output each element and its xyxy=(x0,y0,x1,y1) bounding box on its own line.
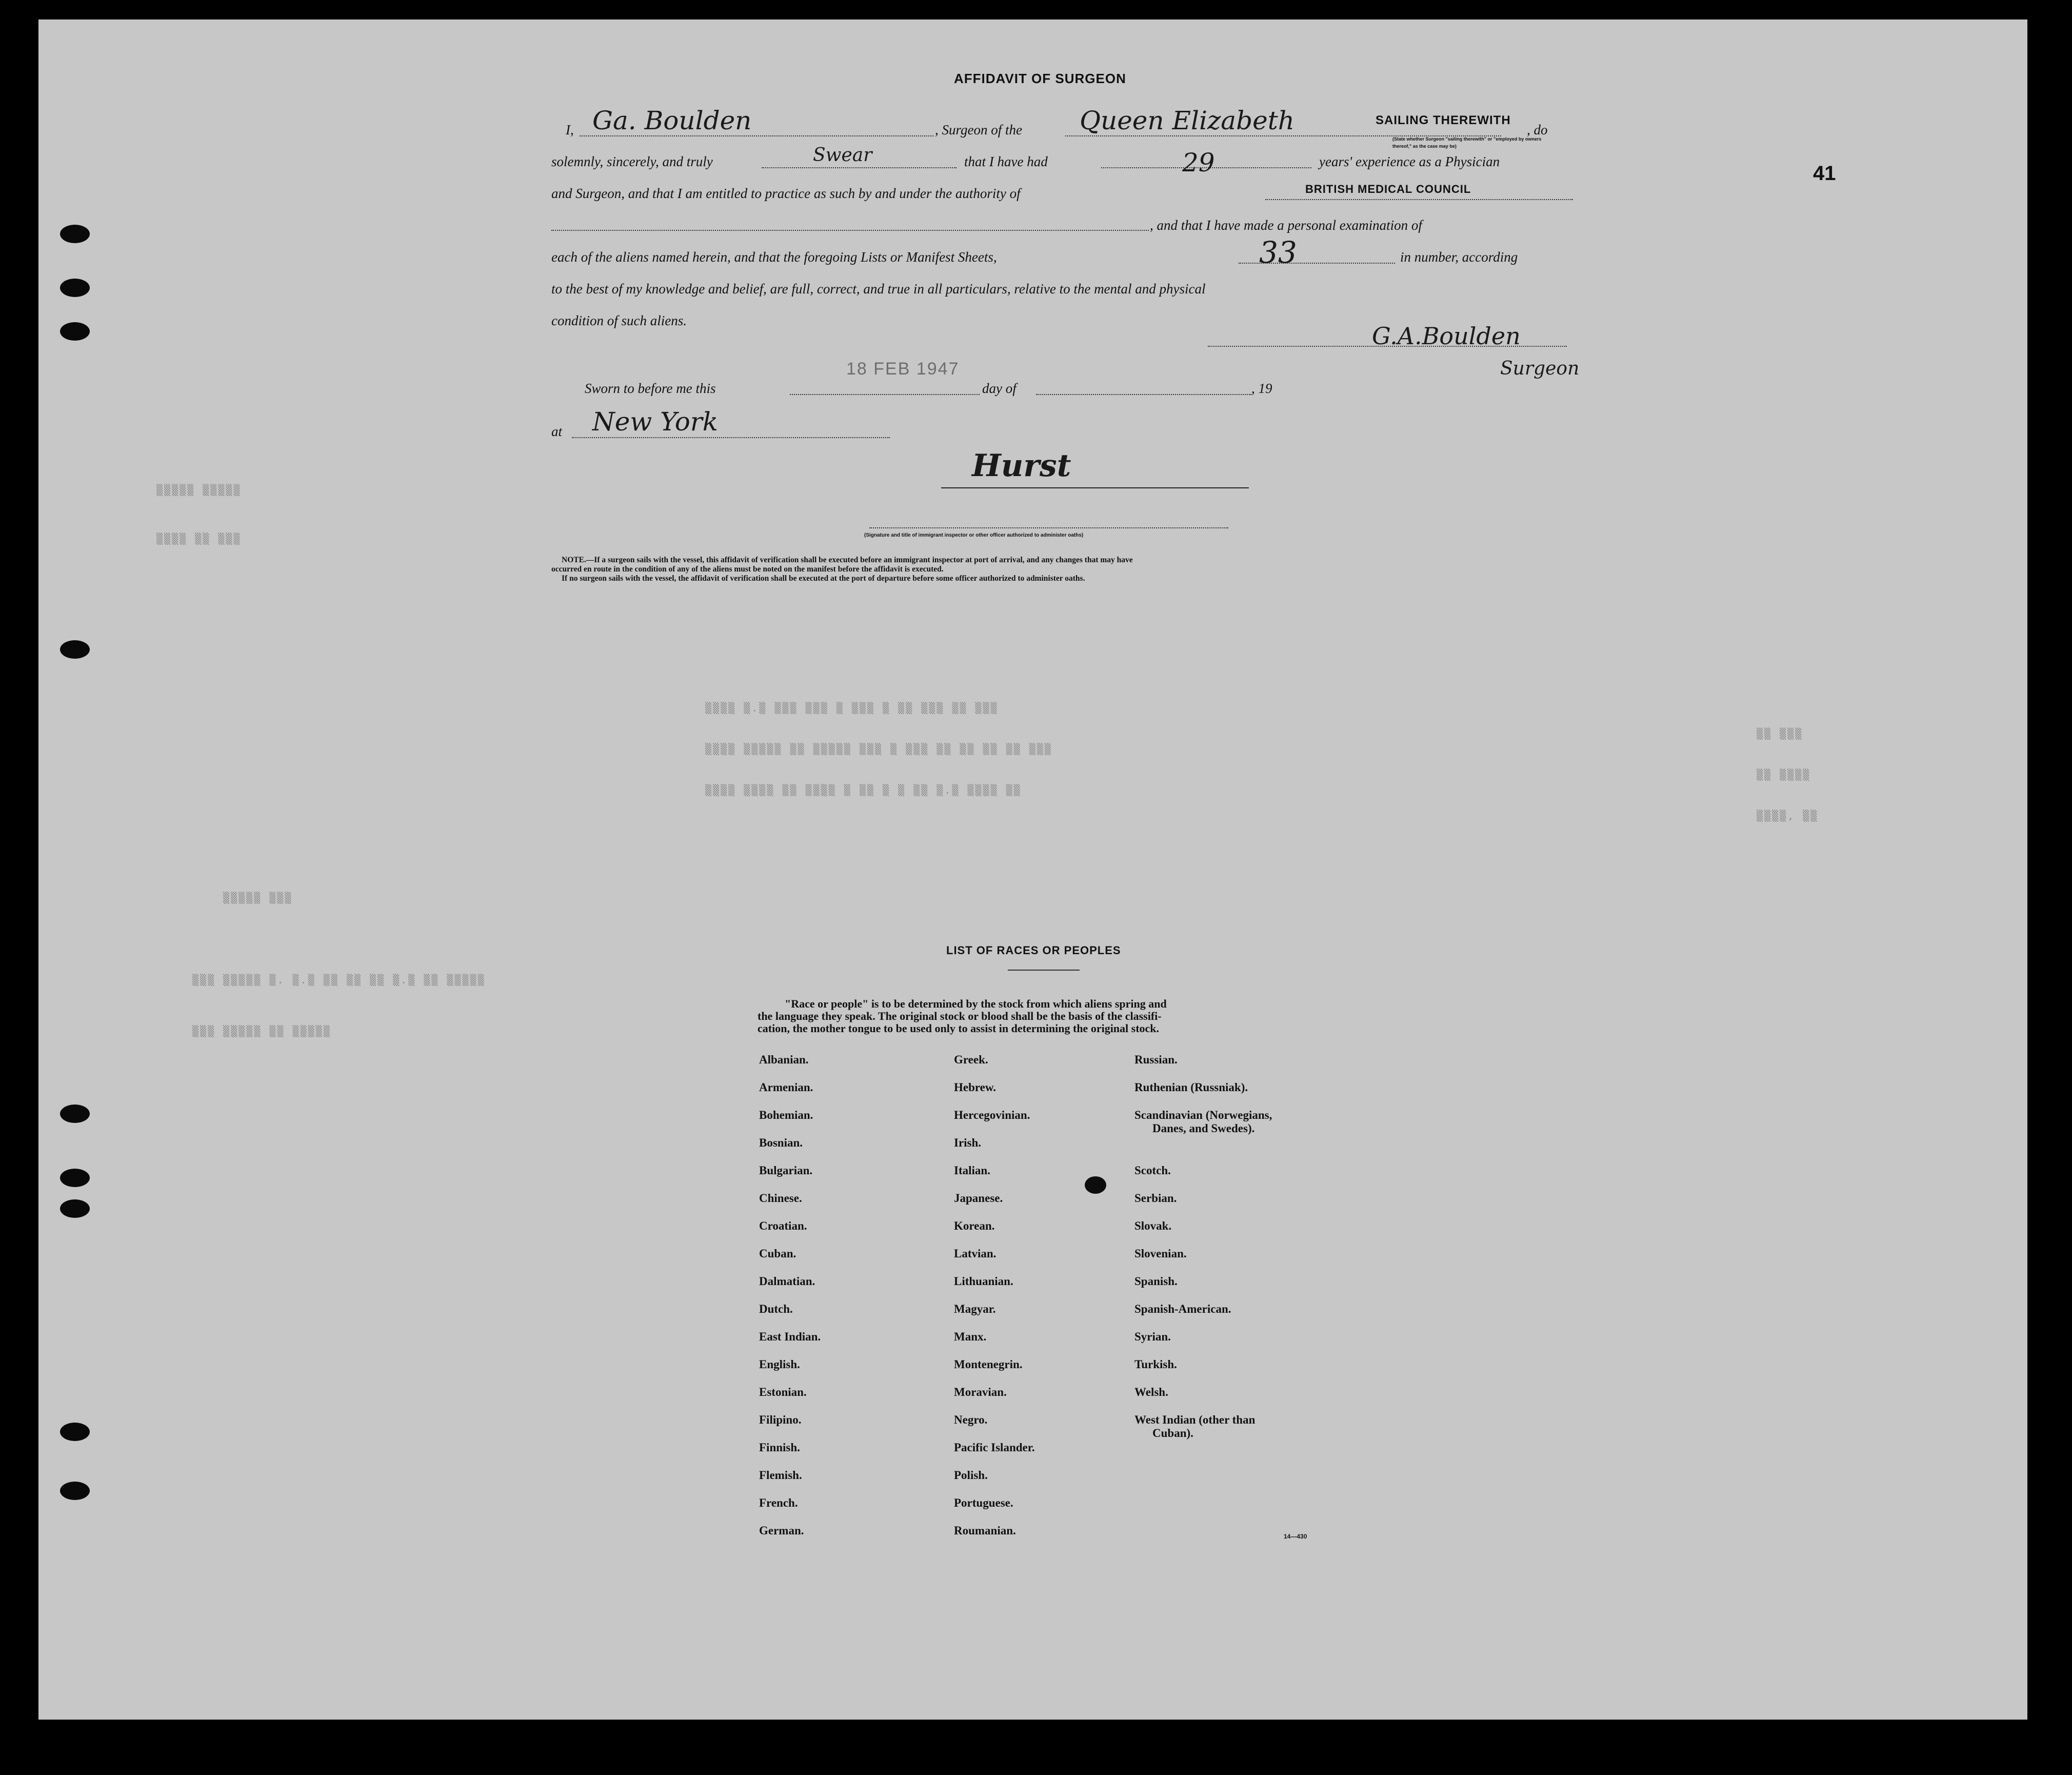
affidavit-line7-text: condition of such aliens. xyxy=(551,313,687,328)
race-item: Portuguese. xyxy=(954,1496,1013,1509)
race-item: Cuban. xyxy=(759,1247,796,1260)
race-item: Manx. xyxy=(954,1330,987,1343)
year-prefix: , 19 xyxy=(1251,381,1272,396)
surgeon-title: Surgeon xyxy=(1500,358,1580,379)
race-item: West Indian (other than xyxy=(1134,1413,1256,1426)
affidavit-line1-do: , do xyxy=(1527,122,1548,137)
race-item: Spanish-American. xyxy=(1134,1303,1231,1315)
races-title: LIST OF RACES OR PEOPLES xyxy=(946,944,1121,957)
race-item: Serbian. xyxy=(1134,1192,1177,1205)
note-line2: occurred en route in the condition of any of the aliens must be noted on the manifest before the affidavit is executed. xyxy=(551,565,944,574)
race-item: Bosnian. xyxy=(759,1136,803,1149)
form-number: 14—430 xyxy=(1284,1533,1307,1540)
race-item: Moravian. xyxy=(954,1386,1007,1398)
race-item: Syrian. xyxy=(1134,1330,1171,1343)
race-item: Montenegrin. xyxy=(954,1358,1023,1371)
race-item: English. xyxy=(759,1358,800,1371)
race-item: Chinese. xyxy=(759,1192,802,1205)
affidavit-line4-text: , and that I have made a personal examination of xyxy=(1150,218,1422,233)
race-item: Italian. xyxy=(954,1164,990,1177)
authority-name: BRITISH MEDICAL COUNCIL xyxy=(1305,183,1471,195)
sworn-text: Sworn to before me this xyxy=(585,381,716,396)
affidavit-line1-surgeon-of: , Surgeon of the xyxy=(935,122,1022,137)
signature-caption: (Signature and title of immigrant inspector or other officer authorized to administer oaths) xyxy=(864,532,1084,538)
document-page: 41 ▒▒▒▒▒ ▒▒▒▒▒ ▒▒▒▒ ▒▒ ▒▒▒ ▒▒▒▒ ▒.▒ ▒▒▒ ▒▒▒ ▒ ▒▒▒ ▒ ▒▒ ▒▒▒ ▒▒ ▒▒▒ ▒▒▒▒ ▒▒▒▒▒ ▒▒ ▒▒▒▒▒ ▒▒▒ ▒ ▒▒▒ ▒▒ ▒▒ ▒▒ ▒▒ ▒▒▒ ▒▒▒▒ ▒▒▒▒ ▒▒ ▒▒▒▒ ▒ ▒▒ ▒ ▒ ▒▒ ▒.▒ ▒▒▒▒ ▒▒ ▒▒▒▒▒ ▒▒▒ ▒▒▒ ▒▒▒▒▒ ▒. ▒.▒ ▒▒ ▒▒ ▒▒ ▒.▒ ▒▒ ▒▒▒▒▒ ▒▒▒ ▒▒▒▒▒ ▒▒ ▒▒▒▒▒ ▒▒ ▒▒▒ ▒▒ ▒▒▒▒ ▒▒▒▒, ▒▒ AFFIDAVIT OF SURGEON I, Ga. Boulden , Surgeon of the Queen Elizabeth SAILING THEREWITH , do (State whether Surgeon "sailing therewith" or "employed by owners thereof," as the case may be) solemnly, sincerely, and truly Swear that I have had 29 years' experience as a Physician and Surgeon, and that I am entitled to practice as such by and under the authority of BRITISH MEDICAL COUNCIL , and that I have made a personal examination of each of the aliens named herein, and that the foregoing Lists or Manifest Sheets, 33 in number, according to the best of my knowledge and belief, are full, correct, and true in all particulars, relative to the mental and physical condition of such aliens. G.A.Boulden Surgeon 18 FEB 1947 Sworn to before me this day of , 19 at New York Hurst (Signature and title of immigrant inspector or other officer authorized to administer oaths) NOTE.—If a surgeon sails with the vessel, this affidavit of verification shall be executed before an immigrant inspector at port of arrival, and any changes that may have occurred en route in the condition of any of the aliens must be noted on the manifest before the affidavit is executed. If no surgeon sails with the vessel, the affidavit of verification shall be executed at the port of departure before some officer authorized to administer oaths. LIST OF RACES OR PEOPLES "Race or people" is to be determined by the stock from which aliens spring and the language they speak. The original stock or blood shall be the basis of the classifi- cation, the mother tongue to be used only to assist in determining the original stock. Albanian. Armenian. Bohemian. Bosnian. Bulgarian. Chinese. Croatian. Cuban. Dalmatian. Dutch. East Indian. English. Estonian. Filipino. Finnish. Flemish. French. German. Greek. Hebrew. Hercegovinian. Irish. Italian. Japanese. Korean. Latvian. Lithuanian. Magyar. Manx. Montenegrin. Moravian. Negro. Pacific Islander. Polish. Portuguese. Roumanian. Russian. Ruthenian (Russniak). Scandinavian (Norwegians, Danes, and Swedes). Scotch. Serbian. Slovak. Slovenian. Spanish. Spanish-American. Syrian. Turkish. Welsh. West Indian (other than Cuban). 14—430 xyxy=(38,19,2027,1720)
affidavit-line2-end: years' experience as a Physician xyxy=(1319,154,1500,169)
race-item: Greek. xyxy=(954,1053,988,1066)
race-item: Latvian. xyxy=(954,1247,997,1260)
years-experience: 29 xyxy=(1182,148,1215,177)
race-item: Roumanian. xyxy=(954,1524,1016,1537)
race-item: Scotch. xyxy=(1134,1164,1171,1177)
race-item: Hebrew. xyxy=(954,1081,996,1094)
surgeon-signature: G.A.Boulden xyxy=(1372,322,1521,350)
day-of-label: day of xyxy=(982,381,1017,396)
race-item: Lithuanian. xyxy=(954,1275,1013,1288)
race-item: Filipino. xyxy=(759,1413,802,1426)
races-intro-3: cation, the mother tongue to be used only to assist in determining the original stock. xyxy=(758,1022,1160,1035)
race-item: Danes, and Swedes). xyxy=(1152,1122,1255,1135)
race-item: Ruthenian (Russniak). xyxy=(1134,1081,1248,1094)
race-item: Polish. xyxy=(954,1469,988,1482)
race-item: Finnish. xyxy=(759,1441,800,1454)
race-item: German. xyxy=(759,1524,804,1537)
ship-name: Queen Elizabeth xyxy=(1080,106,1294,135)
affidavit-line5-end: in number, according xyxy=(1400,249,1518,265)
sailing-status: SAILING THEREWITH xyxy=(1376,113,1511,127)
page-number: 41 xyxy=(1813,162,1836,185)
affidavit-line6-text: to the best of my knowledge and belief, are full, correct, and true in all particulars, relative to the mental and physical xyxy=(551,281,1206,297)
affidavit-title: AFFIDAVIT OF SURGEON xyxy=(954,71,1126,86)
race-item: Hercegovinian. xyxy=(954,1109,1030,1121)
race-item: Pacific Islander. xyxy=(954,1441,1035,1454)
sailing-note: (State whether Surgeon "sailing therewith" or "employed by owners thereof," as the case may be) xyxy=(1392,136,1542,149)
race-item: Turkish. xyxy=(1134,1358,1177,1371)
race-item: Croatian. xyxy=(759,1219,807,1232)
affidavit-line1-i: I, xyxy=(566,122,574,137)
race-item: Scandinavian (Norwegians, xyxy=(1134,1109,1272,1121)
at-label: at xyxy=(551,424,563,439)
race-item: Dutch. xyxy=(759,1303,793,1315)
affidavit-line2-text: solemnly, sincerely, and truly xyxy=(551,154,713,169)
affidavit-line2-mid: that I have had xyxy=(964,154,1048,169)
race-item: Flemish. xyxy=(759,1469,802,1482)
race-item: Dalmatian. xyxy=(759,1275,815,1288)
race-item: Albanian. xyxy=(759,1053,809,1066)
race-item: Estonian. xyxy=(759,1386,807,1398)
race-item: Bohemian. xyxy=(759,1109,813,1121)
race-item: Armenian. xyxy=(759,1081,813,1094)
note-line3: If no surgeon sails with the vessel, the affidavit of verification shall be executed at the port of departure before some officer authorized to administer oaths. xyxy=(562,574,1085,583)
race-item: Korean. xyxy=(954,1219,995,1232)
race-item: Slovenian. xyxy=(1134,1247,1187,1260)
race-item: Japanese. xyxy=(954,1192,1003,1205)
race-item: Negro. xyxy=(954,1413,988,1426)
received-date-stamp: 18 FEB 1947 xyxy=(846,359,960,379)
races-intro-1: "Race or people" is to be determined by the stock from which aliens spring and xyxy=(785,997,1167,1010)
race-item: Welsh. xyxy=(1134,1386,1168,1398)
race-item: Russian. xyxy=(1134,1053,1178,1066)
race-item: Cuban). xyxy=(1152,1427,1193,1439)
race-item: Bulgarian. xyxy=(759,1164,813,1177)
ink-blot xyxy=(1085,1176,1106,1194)
race-item: Irish. xyxy=(954,1136,982,1149)
race-item: Spanish. xyxy=(1134,1275,1178,1288)
affidavit-line5-text: each of the aliens named herein, and that the foregoing Lists or Manifest Sheets, xyxy=(551,249,997,265)
race-item: East Indian. xyxy=(759,1330,821,1343)
note-line1: NOTE.—If a surgeon sails with the vessel, this affidavit of verification shall be executed before an immigrant inspector at port of arrival, and any changes that may have xyxy=(562,556,1133,564)
oath-word: Swear xyxy=(813,145,872,166)
surgeon-name: Ga. Boulden xyxy=(592,106,752,135)
race-item: Slovak. xyxy=(1134,1219,1172,1232)
race-item: Magyar. xyxy=(954,1303,996,1315)
inspector-signature: Hurst xyxy=(972,448,1071,484)
manifest-sheet-count: 33 xyxy=(1259,235,1297,270)
sworn-place: New York xyxy=(592,407,718,437)
race-item: French. xyxy=(759,1496,798,1509)
races-intro-2: the language they speak. The original stock or blood shall be the basis of the classifi- xyxy=(758,1010,1162,1022)
affidavit-line3-text: and Surgeon, and that I am entitled to practice as such by and under the authority of xyxy=(551,186,1021,201)
